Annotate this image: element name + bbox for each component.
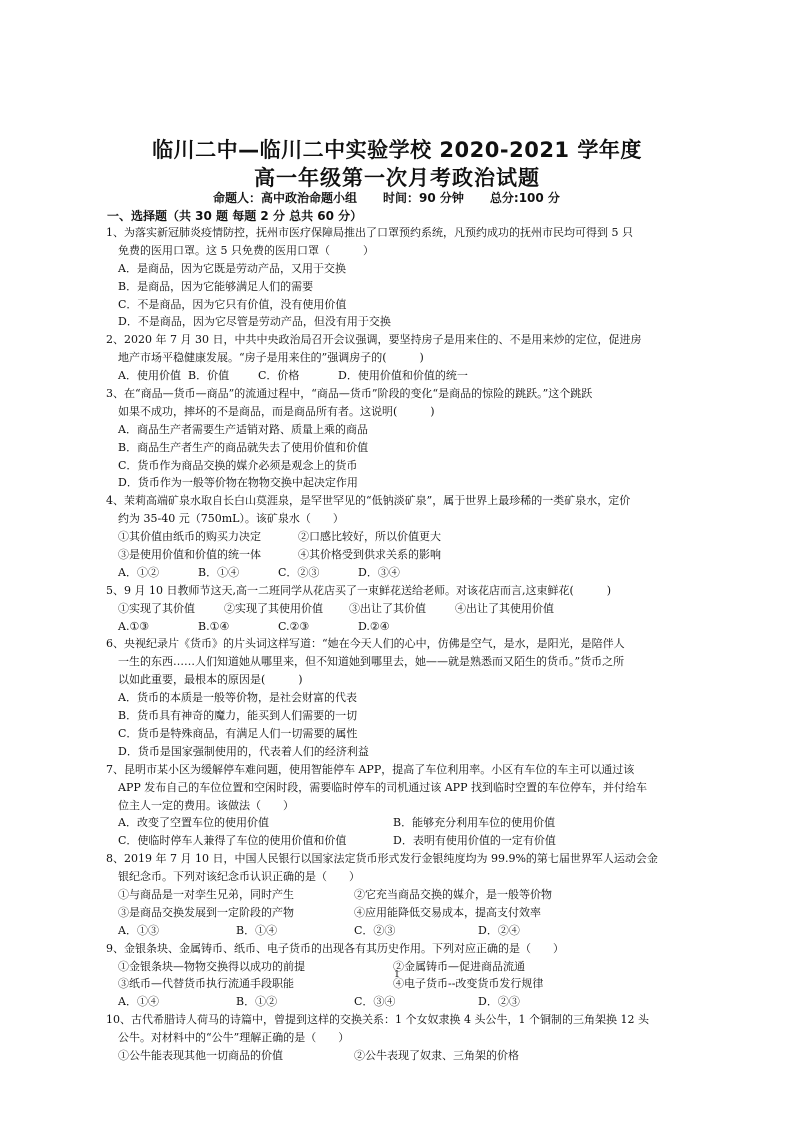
option-c: C．使临时停车人兼得了车位的使用价值和价值 (118, 834, 347, 848)
item-1: ①公牛能表现其他一切商品的价值 (118, 1048, 283, 1062)
exam-author: 命题人：高中政治命题小组 (213, 191, 358, 205)
option-c: C．货币是特殊商品，有满足人们一切需要的属性 (118, 726, 358, 740)
exam-score: 总分:100 分 (489, 191, 560, 205)
option-b: B．是商品，因为它能够满足人们的需要 (118, 279, 314, 293)
question-list (106, 224, 696, 1065)
question-stem: 3、在“商品—货币—商品”的流通过程中，“商品—货币”阶段的变化“是商品的惊险的跳跃。”这个跳跃 (106, 387, 593, 401)
question-stem: 公牛。对材料中的“公牛”理解正确的是（ ） (118, 1031, 350, 1045)
choice-c: C．③④ (354, 995, 396, 1009)
item-2: ②公牛表现了奴隶、三角架的价格 (354, 1048, 519, 1062)
choice-c: C．②③ (278, 565, 320, 579)
question-5 (106, 582, 696, 636)
choice-a: A.①③ (118, 619, 150, 633)
choice-b: B.①④ (198, 619, 230, 633)
option-row (106, 367, 696, 385)
exam-title-line1: 临川二中—临川二中实验学校 2020-2021 学年度 (152, 138, 642, 162)
item-row (106, 904, 696, 922)
question-stem: 4、茉莉高端矿泉水取自长白山莫涯泉，是罕世罕见的“低钠淡矿泉”，属于世界上最珍稀的一类矿泉水，定价 (106, 494, 631, 508)
option-c: C．不是商品，因为它只有价值，没有使用价值 (118, 297, 347, 311)
choice-row (106, 922, 696, 940)
option-d: D．不是商品，因为它尽管是劳动产品，但没有用于交换 (118, 315, 391, 329)
option-d: D．货币作为一般等价物在物物交换中起决定作用 (118, 476, 358, 490)
choice-a: A．①④ (118, 995, 159, 1009)
option-b: B．能够充分利用车位的使用价值 (393, 816, 556, 830)
exam-time: 时间：90 分钟 (383, 191, 464, 205)
item-row (106, 528, 696, 546)
choice-a: A．①② (118, 565, 159, 579)
option-a: A．是商品，因为它既是劳动产品，又用于交换 (118, 261, 346, 275)
item-2: ②实现了其使用价值 (224, 601, 323, 615)
choice-b: B．①④ (198, 565, 240, 579)
question-stem: 如果不成功，摔坏的不是商品，而是商品所有者。这说明( ) (118, 404, 435, 418)
item-4: ④应用能降低交易成本，提高支付效率 (354, 905, 541, 919)
item-4: ④出让了其使用价值 (455, 601, 554, 615)
question-stem: 1、为落实新冠肺炎疫情防控，抚州市医疗保障局推出了口罩预约系统，凡预约成功的抚州市民均可得到 5 只 (106, 226, 633, 239)
question-stem: 8、2019 年 7 月 10 日，中国人民银行以国家法定货币形式发行金银纯度均为 99.9%的第七届世界军人运动会金 (106, 852, 658, 866)
question-3 (106, 385, 696, 492)
item-2: ②金属铸币—促进商品流通 (393, 959, 525, 973)
question-stem: 10、古代希腊诗人荷马的诗篇中，曾提到这样的交换关系：1 个女奴隶换 4 头公牛，1 个铜制的三角架换 12 头 (106, 1013, 649, 1027)
choice-row (106, 564, 696, 582)
option-d: D．表明有使用价值的一定有价值 (393, 834, 556, 848)
choice-a: A．①③ (118, 923, 159, 937)
question-stem: 以如此重要，最根本的原因是( ) (118, 673, 303, 687)
option-b: B．货币具有神奇的魔力，能买到人们需要的一切 (118, 709, 358, 723)
choice-c: C．②③ (354, 923, 396, 937)
choice-row (106, 993, 696, 1011)
option-d: D．使用价值和价值的统一 (338, 369, 468, 383)
option-b: B．商品生产者生产的商品就失去了使用价值和价值 (118, 440, 369, 454)
option-c: C．价格 (258, 369, 300, 383)
item-row (106, 600, 696, 618)
question-stem: APP 发布自己的车位位置和空闲时段，需要临时停车的司机通过该 APP 找到临时空置的车位停车，并付给车 (118, 780, 647, 794)
item-2: ②口感比较好，所以价值更大 (298, 530, 441, 544)
option-d: D．货币是国家强制使用的，代表着人们的经济利益 (118, 744, 369, 758)
item-3: ③纸币—代替货币执行流通手段职能 (118, 977, 294, 991)
question-stem: 位主人一定的费用。该做法（ ） (118, 798, 294, 812)
question-stem: 2、2020 年 7 月 30 日，中共中央政治局召开会议强调，要坚持房子是用来住的、不是用来炒的定位，促进房 (106, 333, 642, 347)
item-1: ①金银条块—物物交换得以成功的前提 (118, 959, 305, 973)
question-10 (106, 1011, 696, 1065)
choice-d: D．②③ (478, 995, 520, 1009)
question-stem: 银纪念币。下列对该纪念币认识正确的是（ ） (118, 870, 360, 884)
item-1: ①其价值由纸币的购买力决定 (118, 530, 261, 544)
section-title: 一、选择题（共 30 题 每题 2 分 总共 60 分） (107, 209, 363, 223)
question-stem: 6、央视纪录片《货币》的片头词这样写道：“她在今天人们的心中，仿佛是空气，是水，是阳光，是陪伴人 (106, 637, 625, 651)
item-row (106, 886, 696, 904)
question-8 (106, 850, 696, 939)
question-6 (106, 635, 696, 760)
choice-b: B．①② (236, 995, 278, 1009)
item-4: ④电子货币--改变货币发行规律 (393, 977, 544, 991)
item-3: ③是使用价值和价值的统一体 (118, 548, 261, 562)
question-4 (106, 492, 696, 581)
option-row (106, 832, 696, 850)
choice-c: C.②③ (278, 619, 310, 633)
option-c: C．货币作为商品交换的媒介必须是观念上的货币 (118, 458, 358, 472)
question-stem: 地产市场平稳健康发展。“房子是用来住的”强调房子的( ) (118, 351, 424, 365)
question-stem: 一生的东西……人们知道她从哪里来，但不知道她到哪里去，她——就是熟悉而又陌生的货币。”货币之所 (118, 655, 625, 669)
option-row (106, 814, 696, 832)
choice-row (106, 618, 696, 636)
item-3: ③出让了其价值 (349, 601, 426, 615)
question-stem: 约为 35-40 元（750mL）。该矿泉水（ ） (118, 512, 344, 526)
option-a: A．使用价值 (118, 369, 181, 383)
item-row (106, 546, 696, 564)
option-a: A．货币的本质是一般等价物，是社会财富的代表 (118, 691, 357, 705)
question-2 (106, 331, 696, 385)
option-b: B．价值 (188, 369, 230, 383)
question-stem: 9、金银条块、金属铸币、纸币、电子货币的出现各有其历史作用。下列对应正确的是（ ） (106, 941, 564, 955)
item-1: ①实现了其价值 (118, 601, 195, 615)
choice-d: D.②④ (358, 619, 390, 633)
question-1 (106, 224, 696, 331)
item-4: ④其价格受到供求关系的影响 (298, 548, 441, 562)
item-3: ③是商品交换发展到一定阶段的产物 (118, 905, 294, 919)
page-number: 1 (394, 970, 400, 980)
item-1: ①与商品是一对孪生兄弟，同时产生 (118, 887, 294, 901)
item-row (106, 1047, 696, 1065)
exam-meta (213, 189, 586, 206)
option-a: A．商品生产者需要生产适销对路、质量上乘的商品 (118, 422, 368, 436)
item-2: ②它充当商品交换的媒介，是一般等价物 (354, 887, 552, 901)
exam-title-line2: 高一年级第一次月考政治试题 (254, 166, 540, 190)
choice-b: B．①④ (236, 923, 278, 937)
option-a: A．改变了空置车位的使用价值 (118, 816, 269, 830)
question-stem: 5、9 月 10 日教师节这天,高一二班同学从花店买了一束鲜花送给老师。对该花店而言,这束鲜花( ) (106, 583, 612, 597)
choice-d: D．③④ (358, 565, 400, 579)
question-7 (106, 761, 696, 850)
question-stem: 免费的医用口罩。这 5 只免费的医用口罩（ ） (118, 243, 374, 257)
choice-d: D．②④ (478, 923, 520, 937)
question-stem: 7、昆明市某小区为缓解停车难问题，使用智能停车 APP，提高了车位利用率。小区有车位的车主可以通过该 (106, 762, 635, 776)
